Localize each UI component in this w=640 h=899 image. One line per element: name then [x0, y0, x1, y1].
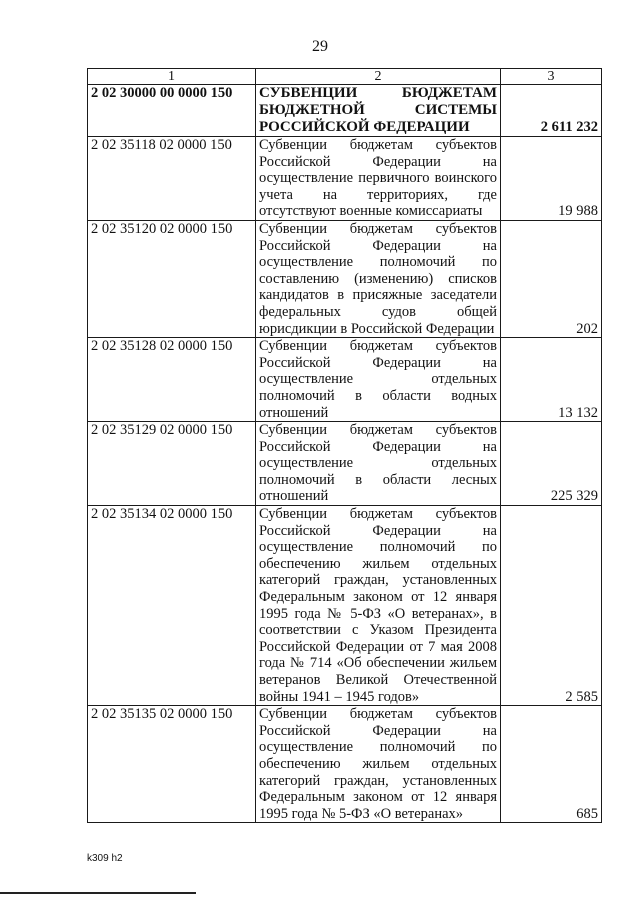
- amount: 2 611 232: [501, 85, 602, 137]
- column-header-3: 3: [501, 69, 602, 85]
- table-row: [88, 506, 602, 706]
- amount: 685: [501, 706, 602, 823]
- table-row: [88, 137, 602, 221]
- table-row: [88, 85, 602, 137]
- classification-code: 2 02 30000 00 0000 150: [88, 85, 256, 137]
- table-row: [88, 422, 602, 506]
- table-row: [88, 338, 602, 422]
- revenue-name: СУБВЕНЦИИ БЮДЖЕТАМ БЮДЖЕТНОЙ СИСТЕМЫ РОССИЙСКОЙ ФЕДЕРАЦИИ: [256, 85, 501, 137]
- amount: 13 132: [501, 338, 602, 422]
- classification-code: 2 02 35120 02 0000 150: [88, 220, 256, 337]
- classification-code: 2 02 35134 02 0000 150: [88, 506, 256, 706]
- column-header-1: 1: [88, 69, 256, 85]
- revenue-name: Субвенции бюджетам субъектов Российской Федерации на осуществление отдельных полномочий в области водных отношений: [256, 338, 501, 422]
- budget-table: [87, 68, 602, 823]
- column-header-2: 2: [256, 69, 501, 85]
- classification-code: 2 02 35118 02 0000 150: [88, 137, 256, 221]
- revenue-name: Субвенции бюджетам субъектов Российской Федерации на осуществление первичного воинского учета на территориях, где отсутствуют военные комиссариаты: [256, 137, 501, 221]
- amount: 225 329: [501, 422, 602, 506]
- table-header-row: [88, 69, 602, 85]
- amount: 19 988: [501, 137, 602, 221]
- page-number: 29: [312, 38, 328, 55]
- footer-mark: k309 h2: [87, 853, 123, 864]
- revenue-name: Субвенции бюджетам субъектов Российской Федерации на осуществление отдельных полномочий в области лесных отношений: [256, 422, 501, 506]
- table-row: [88, 220, 602, 337]
- classification-code: 2 02 35135 02 0000 150: [88, 706, 256, 823]
- bottom-rule: [0, 892, 196, 894]
- table-row: [88, 706, 602, 823]
- classification-code: 2 02 35129 02 0000 150: [88, 422, 256, 506]
- revenue-name: Субвенции бюджетам субъектов Российской Федерации на осуществление полномочий по составлению (изменению) списков кандидатов в присяжные заседатели федеральных судов общей юрисдикции в Российской Федерации: [256, 220, 501, 337]
- classification-code: 2 02 35128 02 0000 150: [88, 338, 256, 422]
- revenue-name: Субвенции бюджетам субъектов Российской Федерации на осуществление полномочий по обеспечению жильем отдельных категорий граждан, установленных Федеральным законом от 12 января 1995 года № 5-ФЗ «О ветеранах», в соответствии с Указом Президента Российской Федерации от 7 мая 2008 года № 714 «Об обеспечении жильем ветеранов Великой Отечественной войны 1941 – 1945 годов»: [256, 506, 501, 706]
- amount: 2 585: [501, 506, 602, 706]
- amount: 202: [501, 220, 602, 337]
- revenue-name: Субвенции бюджетам субъектов Российской Федерации на осуществление полномочий по обеспечению жильем отдельных категорий граждан, установленных Федеральным законом от 12 января 1995 года № 5-ФЗ «О ветеранах»: [256, 706, 501, 823]
